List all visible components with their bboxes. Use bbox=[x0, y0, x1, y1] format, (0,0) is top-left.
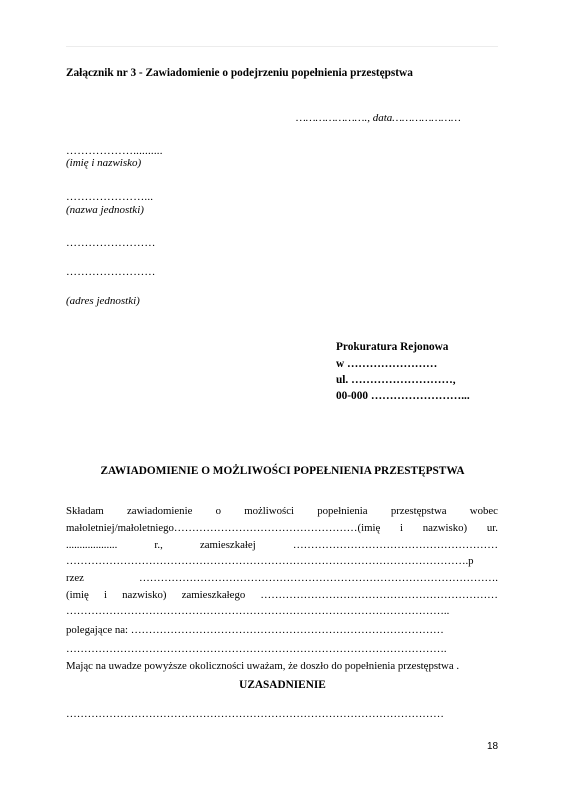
recipient-line-3: ul. ………………………, bbox=[336, 374, 456, 386]
date-line: …………………., data………………… bbox=[296, 112, 461, 124]
word: przestępstwa bbox=[390, 505, 447, 517]
sender-address-label: (adres jednostki) bbox=[66, 295, 140, 307]
body-line-6 bbox=[66, 590, 498, 601]
word: i bbox=[400, 522, 404, 534]
body-line-1 bbox=[66, 506, 498, 517]
word: zamieszkałego bbox=[181, 589, 246, 601]
sender-unit-dots: …………………... bbox=[66, 191, 154, 203]
document-title: Załącznik nr 3 - Zawiadomienie o podejrzeniu popełnienia przestępstwa bbox=[66, 67, 413, 79]
body-line-2 bbox=[66, 523, 498, 534]
word: rzez bbox=[66, 572, 84, 584]
word: ur. bbox=[486, 522, 498, 534]
body-line-3 bbox=[66, 540, 498, 551]
word: (imię bbox=[66, 589, 89, 601]
word: ................... bbox=[66, 539, 118, 551]
word: nazwisko) bbox=[422, 522, 468, 534]
word: i bbox=[103, 589, 107, 601]
header-rule bbox=[66, 46, 498, 47]
notification-heading: ZAWIADOMIENIE O MOŻLIWOŚCI POPEŁNIENIA PRZESTĘPSTWA bbox=[100, 465, 465, 477]
sender-name-label: (imię i nazwisko) bbox=[66, 157, 142, 169]
body-line-10: Mając na uwadze powyższe okoliczności uważam, że doszło do popełnienia przestępstwa . bbox=[66, 660, 460, 672]
recipient-line-2: w …………………… bbox=[336, 358, 438, 370]
sender-name-dots: ……………….......... bbox=[66, 145, 163, 157]
word: ………………………………………………… bbox=[292, 539, 498, 551]
recipient-line-1: Prokuratura Rejonowa bbox=[336, 341, 449, 353]
word: ………………………………………………………………………………………. bbox=[139, 572, 498, 584]
justification-heading: UZASADNIENIE bbox=[239, 679, 326, 691]
word: nazwisko) bbox=[122, 589, 167, 601]
word: popełnienia bbox=[317, 505, 368, 517]
sender-address-dots-2: …………………… bbox=[66, 266, 156, 278]
word: możliwości bbox=[244, 505, 294, 517]
page-number: 18 bbox=[487, 741, 499, 752]
word: o bbox=[215, 505, 221, 517]
sender-unit-label: (nazwa jednostki) bbox=[66, 204, 144, 216]
word: wobec bbox=[469, 505, 498, 517]
body-line-5 bbox=[66, 573, 498, 584]
word: zawiadomienie bbox=[127, 505, 193, 517]
word: małoletniej/małoletniego……………………………………………(imię bbox=[66, 522, 381, 534]
word: ………………………………………………………… bbox=[260, 589, 498, 601]
body-line-11: …………………………………………………………………………………………… bbox=[66, 709, 444, 720]
body-line-8: polegające na: …………………………………………………………………………… bbox=[66, 625, 444, 636]
word: r., bbox=[154, 539, 163, 551]
word: Składam bbox=[66, 505, 104, 517]
body-line-4: ………………………………………………………………………………………………….p bbox=[66, 556, 474, 567]
sender-address-dots-1: …………………… bbox=[66, 237, 156, 249]
word: zamieszkałej bbox=[199, 539, 256, 551]
recipient-line-4: 00-000 ……………………... bbox=[336, 390, 470, 402]
body-line-9: ……………………………………………………………………………………………. bbox=[66, 644, 447, 655]
body-line-7: …………………………………………………………………………………………….. bbox=[66, 606, 450, 617]
